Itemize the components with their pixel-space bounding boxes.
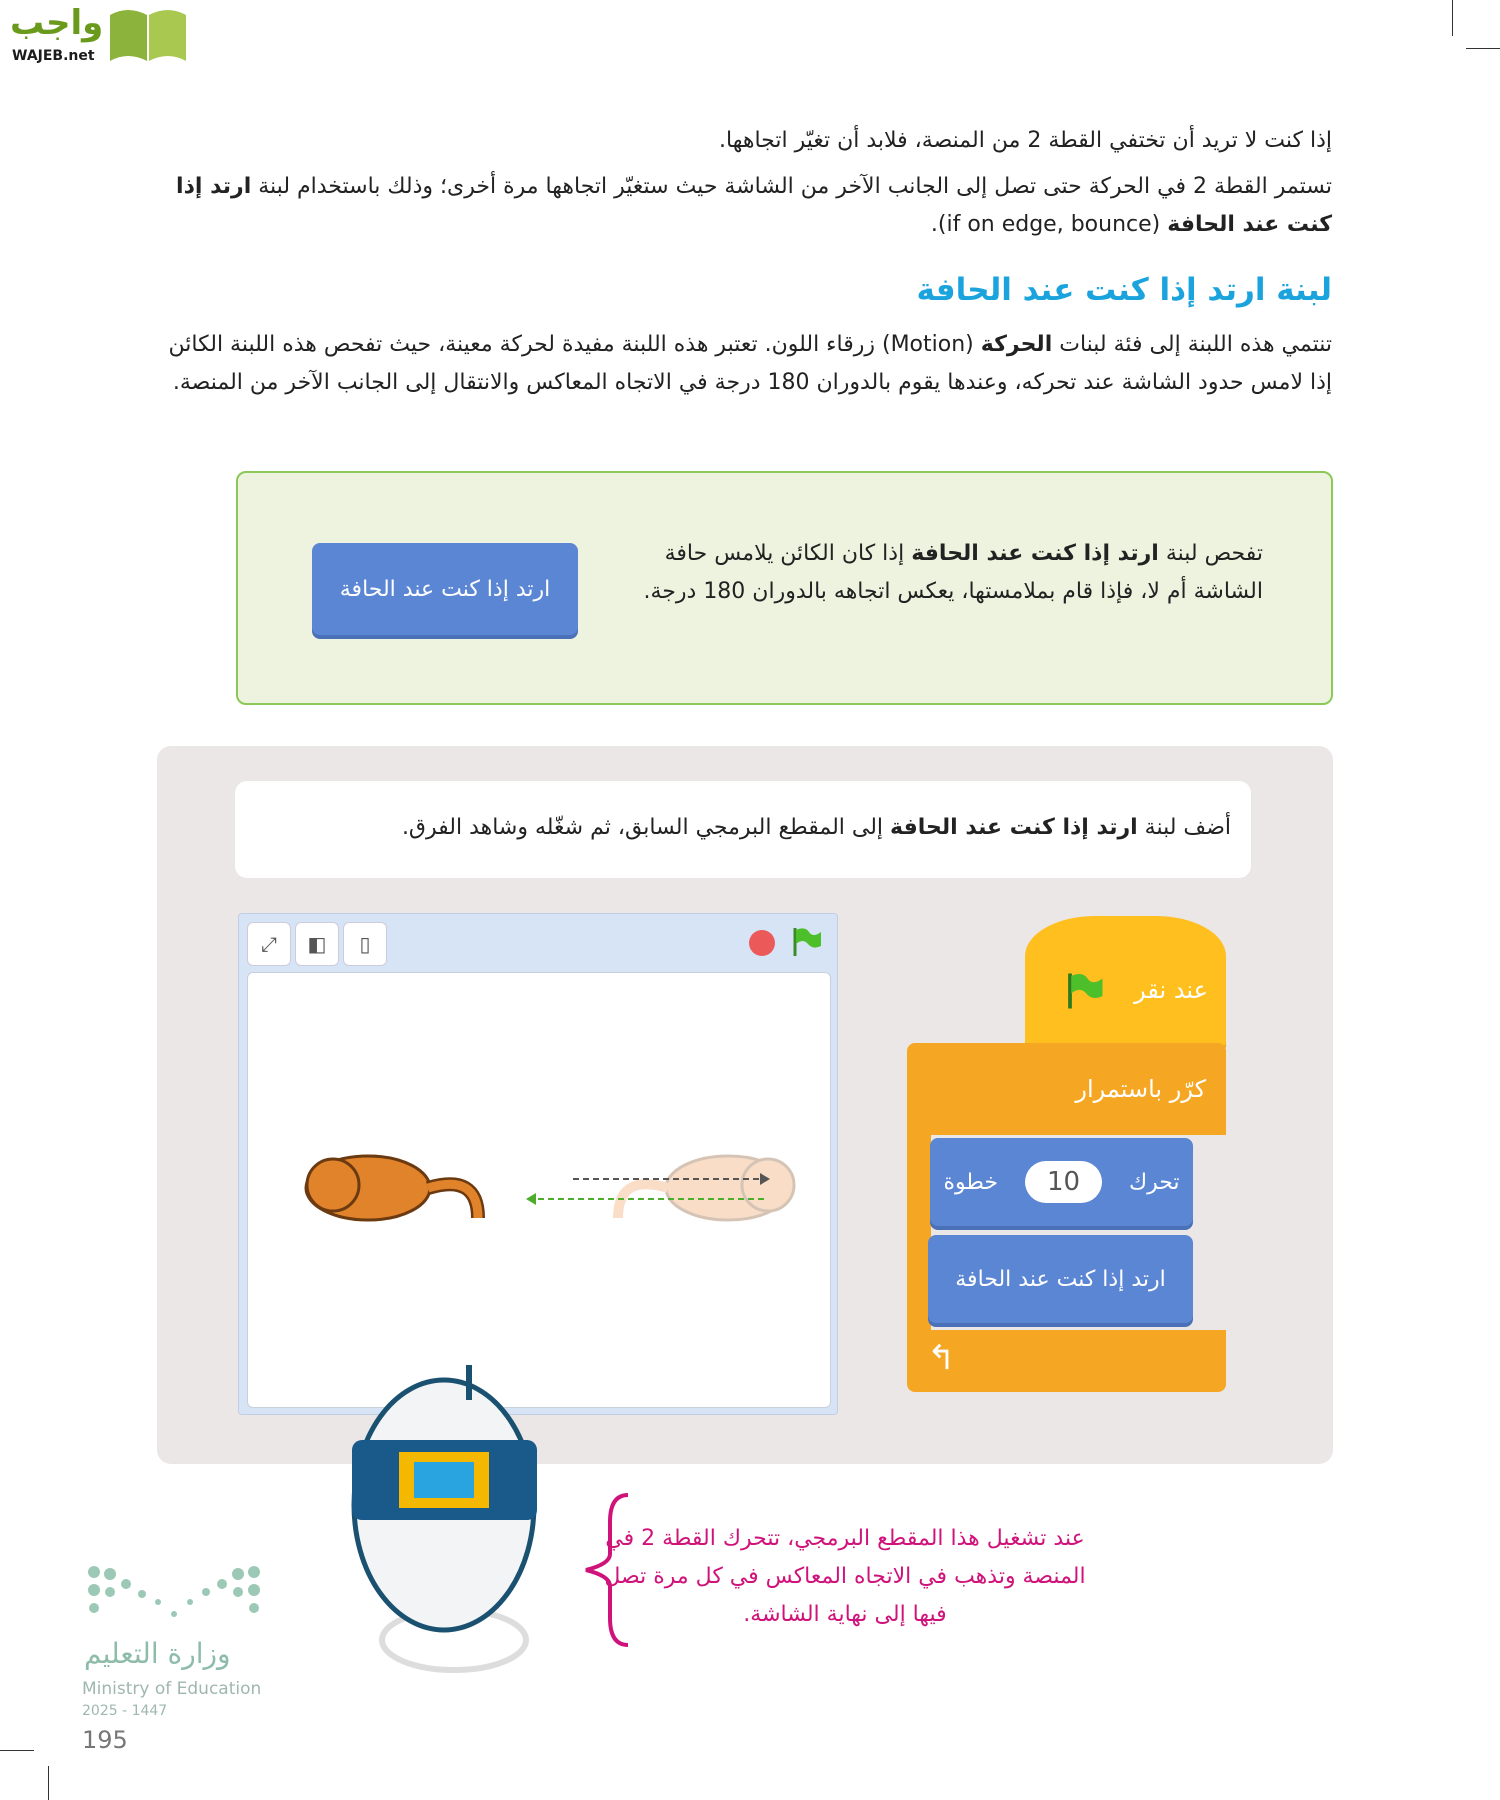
hat-label: عند نقر: [1134, 976, 1208, 1004]
forever-label: كرّر باستمرار: [1075, 1075, 1206, 1103]
bounce-block: ارتد إذا كنت عند الحافة: [312, 543, 578, 635]
move-label: تحرك: [1128, 1169, 1180, 1195]
repeat-arrow-icon: ↰: [907, 1330, 1226, 1392]
when-flag-clicked-block[interactable]: [1025, 916, 1226, 1051]
text: أضف لبنة: [1137, 815, 1231, 840]
text: تنتمي هذه اللبنة إلى فئة لبنات: [1052, 332, 1332, 357]
forever-block[interactable]: [907, 1043, 1226, 1135]
bounce-block[interactable]: ارتد إذا كنت عند الحافة: [928, 1235, 1193, 1323]
paragraph-1: إذا كنت لا تريد أن تختفي القطة 2 من المنصة، فلابد أن تغيّر اتجاهها.: [719, 128, 1332, 153]
crop-mark: [48, 1766, 49, 1800]
stop-icon[interactable]: [749, 930, 775, 956]
ministry-emblem-icon: [84, 1562, 266, 1624]
scratch-stage: [238, 913, 838, 1415]
info-box: [236, 471, 1333, 705]
text: إذا كان الكائن يلامس حافة الشاشة أم لا، فإذا قام بملامستها، يعكس اتجاهه بالدوران 180 درجة.: [643, 541, 1263, 604]
large-stage-icon[interactable]: ▯: [343, 922, 387, 966]
ministry-year: 2025 - 1447: [82, 1703, 168, 1719]
faded-cat-sprite-icon: [618, 1156, 794, 1220]
text: إلى المقطع البرمجي السابق، ثم شغّله وشاهد الفرق.: [401, 815, 891, 840]
crop-mark: [1452, 0, 1453, 36]
steps-input[interactable]: 10: [1025, 1161, 1102, 1203]
cat-sprites: [248, 973, 832, 1409]
ministry-arabic: وزارة التعليم: [84, 1637, 231, 1670]
bold-text: ارتد إذا كنت عند الحافة: [911, 541, 1159, 566]
bold-text: ارتد إذا كنت عند الحافة: [890, 815, 1138, 840]
green-flag-icon: [1065, 970, 1105, 1012]
section-heading: لبنة ارتد إذا كنت عند الحافة: [916, 272, 1332, 308]
instruction-text: [251, 809, 1231, 847]
cat-sprite-icon: [306, 1156, 478, 1220]
small-stage-icon[interactable]: ◧: [295, 922, 339, 966]
robot-mascot-icon: [344, 1360, 544, 1680]
text: تفحص لبنة: [1158, 541, 1263, 566]
steps-label: خطوة: [943, 1169, 999, 1195]
book-icon: [108, 5, 188, 63]
crop-mark: [0, 1750, 34, 1751]
note-text: عند تشغيل هذا المقطع البرمجي، تتحرك القطة 2 في المنصة وتذهب في الاتجاه المعاكس في كل مرة تصل فيها إلى نهاية الشاشة.: [604, 1526, 1086, 1627]
logo-arabic: واجب: [10, 3, 104, 43]
text: (Motion) زرقاء اللون. تعتبر هذه اللبنة مفيدة لحركة معينة، حيث تفحص هذه اللبنة الكائن إذا لامس حدود الشاشة عند تحركه، وعندها يقوم بالدوران 180 درجة في الاتجاه المعاكس والانتقال إلى الجانب الآخر من المنصة.: [168, 332, 1332, 395]
text: (if on edge, bounce).: [930, 212, 1168, 237]
bold-text: ارتد إذا كنت عند الحافة: [176, 174, 1332, 237]
ministry-english: Ministry of Education: [82, 1679, 262, 1699]
paragraph-2: [157, 168, 1332, 244]
instruction-box: [235, 781, 1251, 878]
move-steps-block[interactable]: [930, 1138, 1193, 1226]
crop-mark: [1466, 48, 1500, 49]
fullscreen-icon[interactable]: ⤢: [247, 922, 291, 966]
paragraph-3: [157, 326, 1332, 402]
bold-text: الحركة: [980, 332, 1053, 357]
logo-latin: WAJEB.net: [12, 48, 95, 64]
stage-canvas[interactable]: [247, 972, 831, 1408]
text: تستمر القطة 2 في الحركة حتى تصل إلى الجانب الآخر من الشاشة حيث ستغيّر اتجاهها مرة أخرى؛ وذلك باستخدام لبنة: [251, 174, 1332, 199]
green-flag-icon[interactable]: [791, 926, 823, 958]
info-text: [613, 535, 1263, 611]
page-number: 195: [82, 1726, 128, 1754]
